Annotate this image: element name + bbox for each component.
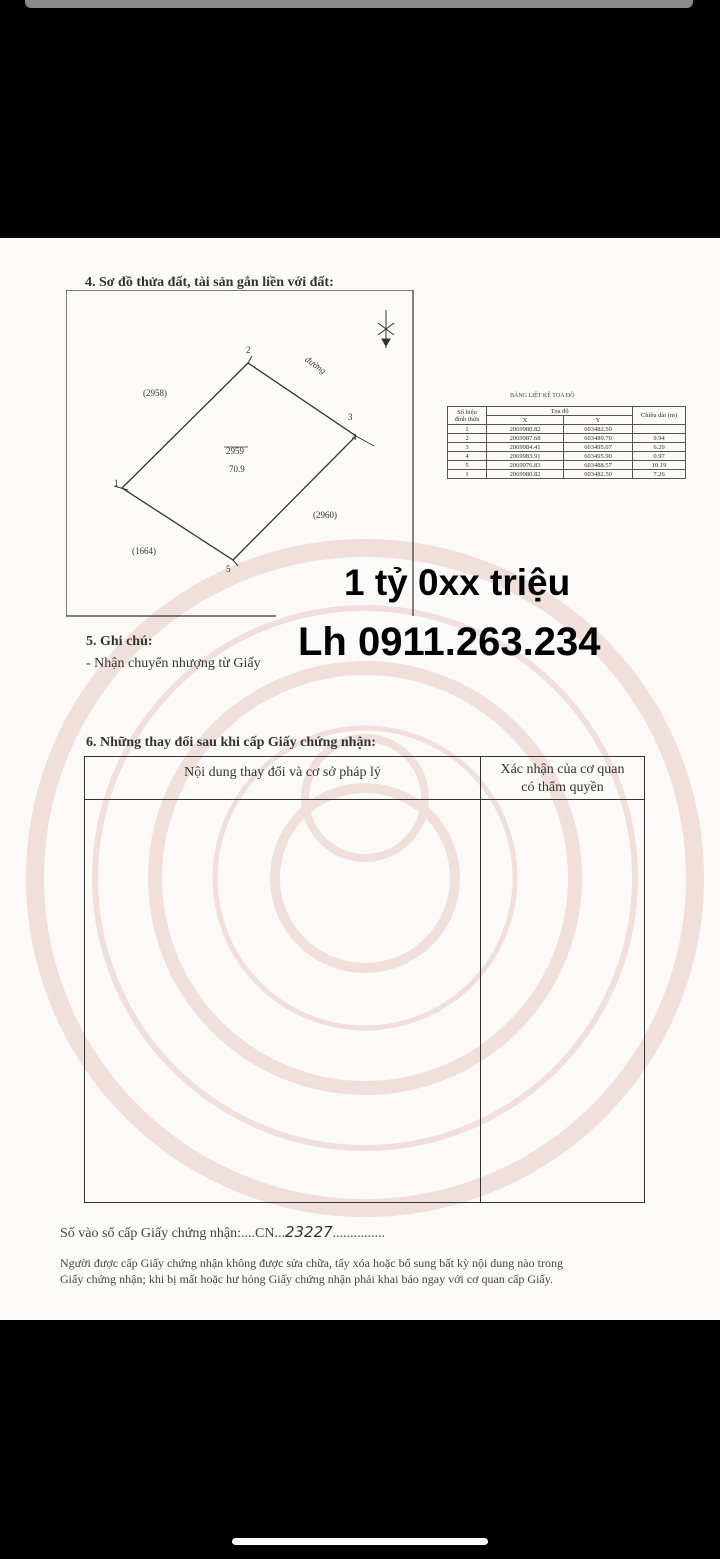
vertex-label: 5 bbox=[226, 564, 231, 574]
status-bar-edge bbox=[25, 0, 693, 8]
coordinate-table bbox=[447, 406, 686, 479]
vertex-label: 1 bbox=[114, 478, 119, 488]
cell: 7.26 bbox=[633, 470, 686, 479]
cell: 0.97 bbox=[633, 452, 686, 461]
table-row bbox=[448, 443, 686, 452]
coord-table-title: BẢNG LIỆT KÊ TỌA ĐỘ bbox=[510, 393, 575, 399]
cell: 2 bbox=[448, 434, 487, 443]
cell: 3 bbox=[448, 443, 487, 452]
coord-col-header: Chiều dài (m) bbox=[633, 407, 686, 425]
section-5-title: 5. Ghi chú: bbox=[86, 634, 153, 649]
neighbor-parcel-left: (2958) bbox=[143, 388, 167, 398]
cell: 603495.90 bbox=[564, 452, 633, 461]
cell: 603488.57 bbox=[564, 461, 633, 470]
neighbor-parcel-right: (2960) bbox=[313, 510, 337, 520]
table-row bbox=[448, 434, 686, 443]
parcel-number: 2959 bbox=[226, 446, 244, 456]
vertex-label: 4 bbox=[352, 432, 357, 442]
changes-col-confirm-header bbox=[481, 761, 644, 797]
footer-note-line-1: Người được cấp Giấy chứng nhận không được sửa chữa, tẩy xóa hoặc bổ sung bất kỳ nội dung nào trong bbox=[60, 1256, 563, 1270]
cell: 1 bbox=[448, 425, 487, 434]
cell: 603482.50 bbox=[564, 425, 633, 434]
cell: 2069980.82 bbox=[487, 425, 564, 434]
cell: 2069987.68 bbox=[487, 434, 564, 443]
registry-number: 23227 bbox=[284, 1223, 333, 1241]
cell: 2069983.91 bbox=[487, 452, 564, 461]
section-6-title: 6. Những thay đổi sau khi cấp Giấy chứng nhận: bbox=[86, 735, 376, 750]
road-label: đường bbox=[303, 354, 328, 376]
cell: 2069976.83 bbox=[487, 461, 564, 470]
phone-overlay: Lh 0911.263.234 bbox=[298, 620, 601, 664]
price-overlay: 1 tỷ 0xx triệu bbox=[344, 562, 571, 603]
coord-col-header: Số hiệu đỉnh thửa bbox=[448, 407, 487, 425]
table-row bbox=[448, 470, 686, 479]
column-divider bbox=[480, 757, 481, 1202]
changes-table bbox=[84, 756, 645, 1203]
cell bbox=[633, 425, 686, 434]
coord-sub-header: X bbox=[487, 416, 564, 425]
cell: 4 bbox=[448, 452, 487, 461]
changes-col-content-header: Nội dung thay đổi và cơ sở pháp lý bbox=[184, 765, 381, 780]
footer-note-line-2: Giấy chứng nhận; khi bị mất hoặc hư hỏng Giấy chứng nhận phải khai báo ngay với cơ quan cấp Giấy. bbox=[60, 1272, 553, 1286]
parcel-area: 70.9 bbox=[229, 464, 245, 474]
coord-col-header: Tọa độ bbox=[487, 407, 633, 416]
cell: 6.29 bbox=[633, 443, 686, 452]
table-row bbox=[448, 452, 686, 461]
cell: 1 bbox=[448, 470, 487, 479]
header-divider bbox=[85, 799, 644, 800]
confirm-header-line: có thẩm quyền bbox=[521, 780, 604, 795]
vertex-label: 3 bbox=[348, 412, 353, 422]
cell: 10.19 bbox=[633, 461, 686, 470]
registry-dots: ............... bbox=[332, 1226, 386, 1241]
home-indicator[interactable] bbox=[232, 1538, 488, 1545]
registry-label: Số vào sổ cấp Giấy chứng nhận:....CN... bbox=[60, 1226, 285, 1241]
neighbor-parcel-bottom: (1664) bbox=[132, 546, 156, 556]
cell: 9.94 bbox=[633, 434, 686, 443]
cell: 2069980.82 bbox=[487, 470, 564, 479]
certificate-page bbox=[0, 238, 720, 1320]
table-row bbox=[448, 425, 686, 434]
section-4-title: 4. Sơ đồ thửa đất, tài sản gắn liền với đất: bbox=[85, 275, 334, 290]
cell: 603495.07 bbox=[564, 443, 633, 452]
vertex-label: 2 bbox=[246, 345, 251, 355]
registry-line bbox=[60, 1223, 385, 1242]
table-row bbox=[448, 461, 686, 470]
coord-sub-header: Y bbox=[564, 416, 633, 425]
confirm-header-line: Xác nhận của cơ quan bbox=[500, 762, 625, 777]
cell: 5 bbox=[448, 461, 487, 470]
north-arrow-icon bbox=[378, 310, 394, 348]
cell: 603482.50 bbox=[564, 470, 633, 479]
cell: 603489.70 bbox=[564, 434, 633, 443]
coord-rows bbox=[448, 425, 686, 479]
section-5-note: - Nhận chuyển nhượng từ Giấy bbox=[86, 656, 261, 671]
cell: 2069984.41 bbox=[487, 443, 564, 452]
